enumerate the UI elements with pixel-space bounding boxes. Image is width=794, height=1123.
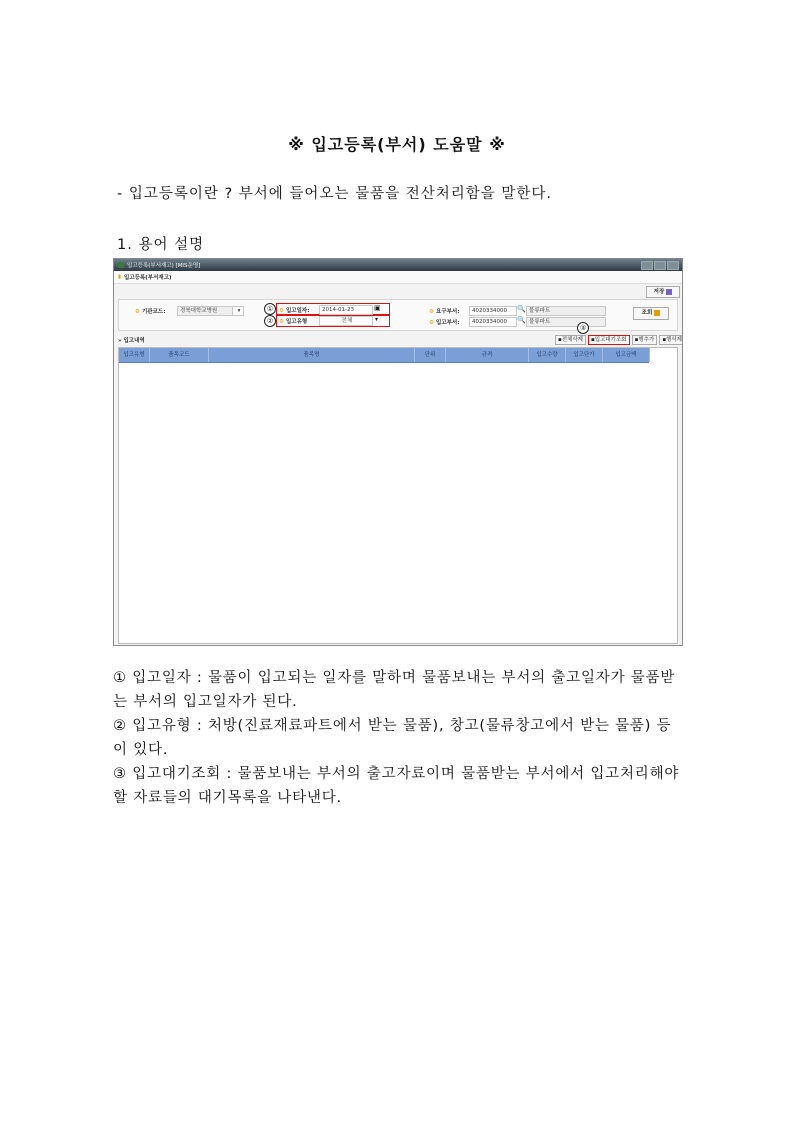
request-dept-name: 물류파트 [526,306,606,316]
search-icon[interactable]: 🔍 [517,305,526,313]
window-title: 입고등록(부서재고) [MIS운영] [127,263,201,269]
request-dept-code[interactable]: 4020334000 [469,306,517,316]
embedded-screenshot [113,258,683,646]
receive-dept-name: 물류파트 [526,317,606,327]
search-conditions [118,299,678,331]
pending-receipt-button[interactable]: ▪입고대기조회 [588,335,630,345]
grid-header [119,348,649,363]
window-titlebar [114,259,682,271]
document-title: ※ 입고등록(부서) 도움말 ※ [288,135,506,154]
chevron-down-icon[interactable]: ▾ [232,306,244,316]
form-header [114,271,682,284]
receive-dept-label: ⚙ 입고부서: [429,320,460,326]
col-unit-price[interactable]: 입고단가 [566,348,603,362]
marker-3: ③ [577,322,589,334]
save-icon [666,289,672,295]
save-button[interactable]: 저장 [646,286,680,298]
note-3: ③ 입고대기조회 : 물품보내는 부서의 출고자료이며 물품받는 부서에서 입고처리해야할 자료들의 대기목록을 나타낸다. [113,766,680,806]
org-code-label: ⚙ 기관코드: [135,309,166,315]
add-row-button[interactable]: ▪행추가 [632,335,658,345]
col-spec[interactable]: 규격 [446,348,529,362]
note-2: ② 입고유형 : 처방(진료재료파트에서 받는 물품), 창고(물류창고에서 받는 물품) 등이 있다. [113,718,672,758]
notes [113,666,683,810]
receipt-date-field[interactable]: 2014-01-23 [319,305,373,315]
note-1: ① 입고일자 : 물품이 입고되는 일자를 말하며 물품보내는 부서의 출고일자가 물품받는 부서의 입고일자가 된다. [113,670,676,710]
double-chevron-icon: » [118,338,122,344]
col-item-name[interactable]: 품목명 [209,348,415,362]
section-heading: 1. 용어 설명 [117,237,205,253]
col-item-code[interactable]: 품목코드 [150,348,209,362]
col-amount[interactable]: 입고금액 [603,348,650,362]
col-qty[interactable]: 입고수량 [529,348,566,362]
search-icon[interactable]: 🔍 [517,316,526,324]
delete-row-button[interactable]: ▪행삭제 [659,335,683,345]
search-button[interactable]: 조회 [633,307,669,320]
calendar-icon[interactable]: ▣ [374,304,381,312]
receipt-type-select[interactable]: 전체 [319,316,373,326]
pin-icon: ▮ [118,274,122,280]
receipt-type-label: ⚙ 입고유형 [279,319,308,325]
chevron-down-icon[interactable]: ▾ [375,316,379,323]
receive-dept-code[interactable]: 4020334000 [469,317,517,327]
search-btn-icon [654,310,660,316]
receipt-grid[interactable] [118,347,678,644]
col-unit[interactable]: 단위 [415,348,446,362]
form-title: 입고등록(부서재고) [124,275,172,281]
app-icon [118,262,124,268]
marker-1: ① [264,303,276,315]
marker-2: ② [264,315,276,327]
window-controls [641,261,682,270]
grid-toolbar [555,335,683,345]
intro-text: - 입고등록이란 ? 부서에 들어오는 물품을 전산처리함을 말한다. [117,186,552,202]
receipt-date-label: ⚙ 입고일자: [279,308,310,314]
minimize-icon[interactable] [641,261,653,270]
maximize-icon[interactable] [654,261,666,270]
delete-all-button[interactable]: ▪전체삭제 [555,335,586,345]
close-icon[interactable] [667,261,679,270]
list-title: » 입고내역 [118,338,145,344]
col-receipt-type[interactable]: 입고유형 [119,348,150,362]
request-dept-label: ⚙ 요구부서: [429,309,460,315]
org-code-field[interactable]: 경북대학교병원 [177,306,233,316]
